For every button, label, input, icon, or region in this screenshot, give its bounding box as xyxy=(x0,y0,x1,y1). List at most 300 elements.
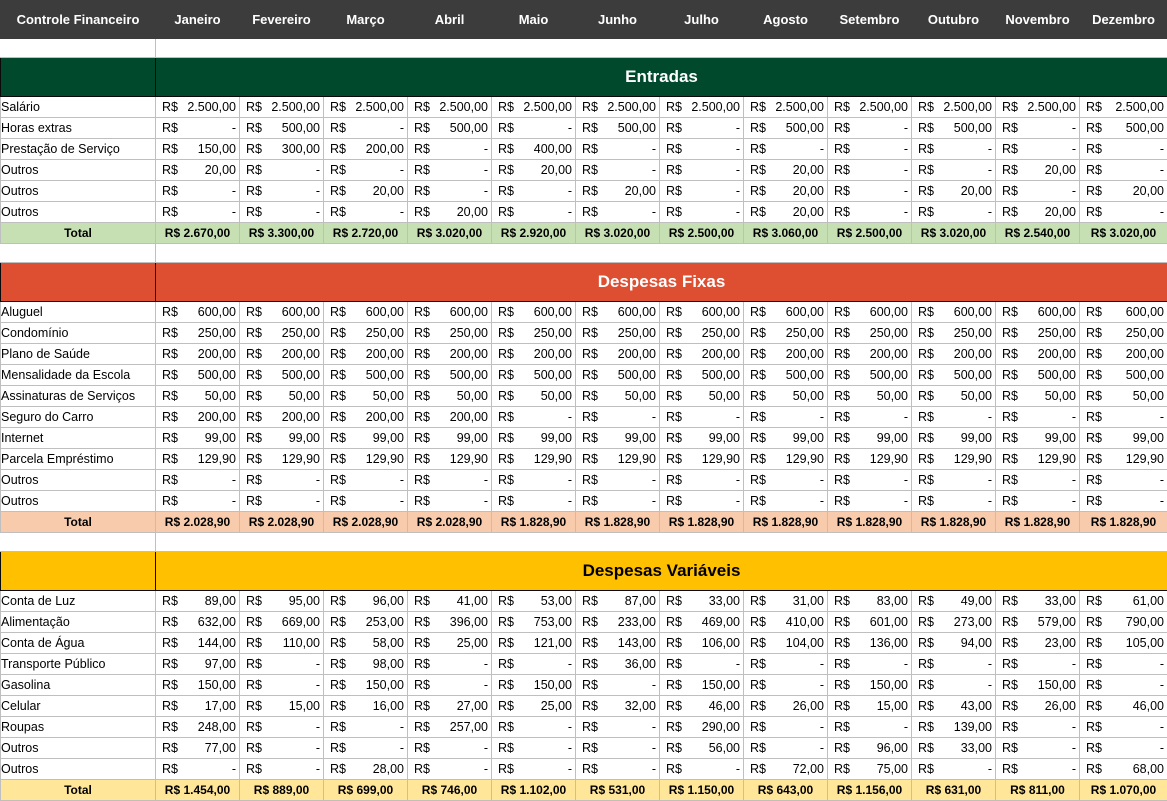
value-cell[interactable] xyxy=(240,118,324,139)
value-cell[interactable] xyxy=(828,386,912,407)
value-cell[interactable] xyxy=(1080,181,1167,202)
empty-cell[interactable] xyxy=(492,533,576,552)
value-cell[interactable] xyxy=(240,428,324,449)
value-cell[interactable] xyxy=(744,759,828,780)
empty-cell[interactable] xyxy=(492,39,576,58)
value-cell[interactable] xyxy=(324,202,408,223)
value-cell[interactable] xyxy=(492,428,576,449)
value-cell[interactable] xyxy=(744,365,828,386)
value-cell[interactable] xyxy=(492,470,576,491)
month-header[interactable]: Novembro xyxy=(996,1,1080,39)
row-label[interactable]: Plano de Saúde xyxy=(1,344,156,365)
value-cell[interactable] xyxy=(408,591,492,612)
total-cell[interactable] xyxy=(1080,512,1167,533)
value-cell[interactable] xyxy=(156,449,240,470)
value-cell[interactable] xyxy=(996,717,1080,738)
value-cell[interactable] xyxy=(1080,97,1167,118)
value-cell[interactable] xyxy=(492,202,576,223)
value-cell[interactable] xyxy=(576,181,660,202)
value-cell[interactable] xyxy=(240,759,324,780)
value-cell[interactable] xyxy=(576,717,660,738)
total-cell[interactable] xyxy=(744,223,828,244)
row-label[interactable]: Outros xyxy=(1,491,156,512)
value-cell[interactable] xyxy=(744,591,828,612)
value-cell[interactable] xyxy=(660,449,744,470)
value-cell[interactable] xyxy=(576,344,660,365)
value-cell[interactable] xyxy=(408,717,492,738)
value-cell[interactable] xyxy=(1080,428,1167,449)
value-cell[interactable] xyxy=(912,633,996,654)
value-cell[interactable] xyxy=(408,202,492,223)
value-cell[interactable] xyxy=(828,139,912,160)
value-cell[interactable] xyxy=(996,696,1080,717)
value-cell[interactable] xyxy=(240,139,324,160)
row-label[interactable]: Outros xyxy=(1,202,156,223)
value-cell[interactable] xyxy=(408,181,492,202)
value-cell[interactable] xyxy=(408,491,492,512)
total-cell[interactable] xyxy=(492,512,576,533)
value-cell[interactable] xyxy=(492,407,576,428)
value-cell[interactable] xyxy=(156,759,240,780)
value-cell[interactable] xyxy=(912,591,996,612)
value-cell[interactable] xyxy=(1080,612,1167,633)
value-cell[interactable] xyxy=(996,139,1080,160)
empty-cell[interactable] xyxy=(408,533,492,552)
value-cell[interactable] xyxy=(912,759,996,780)
row-label[interactable]: Outros xyxy=(1,160,156,181)
value-cell[interactable] xyxy=(660,181,744,202)
value-cell[interactable] xyxy=(912,449,996,470)
value-cell[interactable] xyxy=(828,97,912,118)
value-cell[interactable] xyxy=(1080,344,1167,365)
value-cell[interactable] xyxy=(156,633,240,654)
value-cell[interactable] xyxy=(912,738,996,759)
value-cell[interactable] xyxy=(324,759,408,780)
value-cell[interactable] xyxy=(912,470,996,491)
value-cell[interactable] xyxy=(996,407,1080,428)
value-cell[interactable] xyxy=(156,654,240,675)
total-label[interactable]: Total xyxy=(1,223,156,244)
value-cell[interactable] xyxy=(324,491,408,512)
value-cell[interactable] xyxy=(828,202,912,223)
value-cell[interactable] xyxy=(912,654,996,675)
value-cell[interactable] xyxy=(576,160,660,181)
value-cell[interactable] xyxy=(828,344,912,365)
value-cell[interactable] xyxy=(240,386,324,407)
row-label[interactable]: Outros xyxy=(1,759,156,780)
value-cell[interactable] xyxy=(660,302,744,323)
total-cell[interactable] xyxy=(156,223,240,244)
value-cell[interactable] xyxy=(828,470,912,491)
value-cell[interactable] xyxy=(744,491,828,512)
total-label[interactable]: Total xyxy=(1,780,156,801)
empty-cell[interactable] xyxy=(408,39,492,58)
value-cell[interactable] xyxy=(408,97,492,118)
empty-cell[interactable] xyxy=(492,244,576,263)
value-cell[interactable] xyxy=(996,323,1080,344)
total-cell[interactable] xyxy=(324,223,408,244)
value-cell[interactable] xyxy=(996,633,1080,654)
total-cell[interactable] xyxy=(156,512,240,533)
value-cell[interactable] xyxy=(492,97,576,118)
value-cell[interactable] xyxy=(660,202,744,223)
value-cell[interactable] xyxy=(324,139,408,160)
value-cell[interactable] xyxy=(576,97,660,118)
value-cell[interactable] xyxy=(240,612,324,633)
value-cell[interactable] xyxy=(744,675,828,696)
row-label[interactable]: Conta de Água xyxy=(1,633,156,654)
value-cell[interactable] xyxy=(156,160,240,181)
empty-cell[interactable] xyxy=(324,244,408,263)
total-cell[interactable] xyxy=(408,223,492,244)
value-cell[interactable] xyxy=(1080,591,1167,612)
value-cell[interactable] xyxy=(996,118,1080,139)
value-cell[interactable] xyxy=(240,717,324,738)
value-cell[interactable] xyxy=(492,302,576,323)
value-cell[interactable] xyxy=(660,591,744,612)
value-cell[interactable] xyxy=(240,449,324,470)
value-cell[interactable] xyxy=(156,591,240,612)
value-cell[interactable] xyxy=(492,323,576,344)
section-title[interactable]: Entradas xyxy=(156,58,1167,97)
value-cell[interactable] xyxy=(156,738,240,759)
row-label[interactable]: Gasolina xyxy=(1,675,156,696)
value-cell[interactable] xyxy=(492,612,576,633)
value-cell[interactable] xyxy=(1080,470,1167,491)
value-cell[interactable] xyxy=(408,344,492,365)
value-cell[interactable] xyxy=(828,365,912,386)
value-cell[interactable] xyxy=(660,675,744,696)
value-cell[interactable] xyxy=(324,407,408,428)
value-cell[interactable] xyxy=(660,759,744,780)
empty-cell[interactable] xyxy=(1,39,156,58)
value-cell[interactable] xyxy=(1080,449,1167,470)
value-cell[interactable] xyxy=(744,449,828,470)
row-label[interactable]: Outros xyxy=(1,181,156,202)
empty-cell[interactable] xyxy=(660,244,744,263)
value-cell[interactable] xyxy=(156,675,240,696)
total-cell[interactable] xyxy=(912,512,996,533)
value-cell[interactable] xyxy=(996,591,1080,612)
value-cell[interactable] xyxy=(156,407,240,428)
total-cell[interactable] xyxy=(744,512,828,533)
empty-cell[interactable] xyxy=(912,533,996,552)
value-cell[interactable] xyxy=(912,491,996,512)
empty-cell[interactable] xyxy=(744,39,828,58)
value-cell[interactable] xyxy=(576,591,660,612)
value-cell[interactable] xyxy=(828,428,912,449)
value-cell[interactable] xyxy=(1080,738,1167,759)
value-cell[interactable] xyxy=(1080,654,1167,675)
value-cell[interactable] xyxy=(240,491,324,512)
value-cell[interactable] xyxy=(408,449,492,470)
value-cell[interactable] xyxy=(240,365,324,386)
empty-cell[interactable] xyxy=(240,244,324,263)
row-label[interactable]: Prestação de Serviço xyxy=(1,139,156,160)
value-cell[interactable] xyxy=(912,139,996,160)
value-cell[interactable] xyxy=(240,181,324,202)
value-cell[interactable] xyxy=(576,675,660,696)
month-header[interactable]: Julho xyxy=(660,1,744,39)
value-cell[interactable] xyxy=(492,675,576,696)
value-cell[interactable] xyxy=(156,386,240,407)
empty-cell[interactable] xyxy=(156,244,240,263)
value-cell[interactable] xyxy=(576,696,660,717)
month-header[interactable]: Junho xyxy=(576,1,660,39)
row-label[interactable]: Alimentação xyxy=(1,612,156,633)
empty-cell[interactable] xyxy=(660,39,744,58)
value-cell[interactable] xyxy=(744,97,828,118)
row-label[interactable]: Condomínio xyxy=(1,323,156,344)
value-cell[interactable] xyxy=(156,696,240,717)
value-cell[interactable] xyxy=(912,323,996,344)
value-cell[interactable] xyxy=(744,344,828,365)
value-cell[interactable] xyxy=(912,344,996,365)
value-cell[interactable] xyxy=(408,654,492,675)
value-cell[interactable] xyxy=(660,428,744,449)
value-cell[interactable] xyxy=(240,591,324,612)
value-cell[interactable] xyxy=(1080,491,1167,512)
value-cell[interactable] xyxy=(324,633,408,654)
value-cell[interactable] xyxy=(828,302,912,323)
value-cell[interactable] xyxy=(156,717,240,738)
value-cell[interactable] xyxy=(996,386,1080,407)
empty-cell[interactable] xyxy=(324,39,408,58)
value-cell[interactable] xyxy=(828,612,912,633)
value-cell[interactable] xyxy=(828,323,912,344)
value-cell[interactable] xyxy=(240,302,324,323)
value-cell[interactable] xyxy=(660,633,744,654)
value-cell[interactable] xyxy=(1080,407,1167,428)
value-cell[interactable] xyxy=(660,407,744,428)
value-cell[interactable] xyxy=(240,202,324,223)
value-cell[interactable] xyxy=(408,386,492,407)
value-cell[interactable] xyxy=(744,696,828,717)
value-cell[interactable] xyxy=(156,302,240,323)
row-label[interactable]: Outros xyxy=(1,470,156,491)
value-cell[interactable] xyxy=(576,470,660,491)
value-cell[interactable] xyxy=(576,202,660,223)
value-cell[interactable] xyxy=(744,407,828,428)
value-cell[interactable] xyxy=(240,97,324,118)
value-cell[interactable] xyxy=(576,302,660,323)
value-cell[interactable] xyxy=(156,323,240,344)
value-cell[interactable] xyxy=(1080,118,1167,139)
value-cell[interactable] xyxy=(912,118,996,139)
empty-cell[interactable] xyxy=(828,39,912,58)
value-cell[interactable] xyxy=(492,654,576,675)
row-label[interactable]: Transporte Público xyxy=(1,654,156,675)
value-cell[interactable] xyxy=(912,612,996,633)
value-cell[interactable] xyxy=(1080,386,1167,407)
row-label[interactable]: Celular xyxy=(1,696,156,717)
value-cell[interactable] xyxy=(660,654,744,675)
empty-cell[interactable] xyxy=(660,533,744,552)
value-cell[interactable] xyxy=(492,491,576,512)
value-cell[interactable] xyxy=(324,118,408,139)
value-cell[interactable] xyxy=(996,302,1080,323)
value-cell[interactable] xyxy=(912,97,996,118)
value-cell[interactable] xyxy=(828,118,912,139)
value-cell[interactable] xyxy=(324,302,408,323)
value-cell[interactable] xyxy=(408,118,492,139)
value-cell[interactable] xyxy=(576,139,660,160)
value-cell[interactable] xyxy=(660,323,744,344)
value-cell[interactable] xyxy=(324,612,408,633)
row-label[interactable]: Seguro do Carro xyxy=(1,407,156,428)
value-cell[interactable] xyxy=(660,160,744,181)
row-label[interactable]: Roupas xyxy=(1,717,156,738)
value-cell[interactable] xyxy=(660,344,744,365)
value-cell[interactable] xyxy=(660,612,744,633)
empty-cell[interactable] xyxy=(156,39,240,58)
value-cell[interactable] xyxy=(996,202,1080,223)
section-header-label-cell[interactable] xyxy=(1,263,156,302)
value-cell[interactable] xyxy=(996,344,1080,365)
value-cell[interactable] xyxy=(324,654,408,675)
value-cell[interactable] xyxy=(576,365,660,386)
value-cell[interactable] xyxy=(576,386,660,407)
row-label[interactable]: Internet xyxy=(1,428,156,449)
section-title[interactable]: Despesas Fixas xyxy=(156,263,1167,302)
value-cell[interactable] xyxy=(156,118,240,139)
value-cell[interactable] xyxy=(660,386,744,407)
row-label[interactable]: Horas extras xyxy=(1,118,156,139)
value-cell[interactable] xyxy=(492,633,576,654)
section-header-label-cell[interactable] xyxy=(1,58,156,97)
row-label[interactable]: Mensalidade da Escola xyxy=(1,365,156,386)
value-cell[interactable] xyxy=(324,365,408,386)
value-cell[interactable] xyxy=(240,470,324,491)
value-cell[interactable] xyxy=(156,181,240,202)
value-cell[interactable] xyxy=(408,428,492,449)
value-cell[interactable] xyxy=(744,202,828,223)
empty-cell[interactable] xyxy=(576,244,660,263)
value-cell[interactable] xyxy=(576,323,660,344)
empty-cell[interactable] xyxy=(1080,244,1167,263)
value-cell[interactable] xyxy=(828,696,912,717)
value-cell[interactable] xyxy=(744,738,828,759)
value-cell[interactable] xyxy=(996,759,1080,780)
empty-cell[interactable] xyxy=(996,533,1080,552)
value-cell[interactable] xyxy=(240,160,324,181)
value-cell[interactable] xyxy=(156,428,240,449)
empty-cell[interactable] xyxy=(912,244,996,263)
value-cell[interactable] xyxy=(912,428,996,449)
value-cell[interactable] xyxy=(744,386,828,407)
empty-cell[interactable] xyxy=(996,244,1080,263)
value-cell[interactable] xyxy=(996,738,1080,759)
value-cell[interactable] xyxy=(660,365,744,386)
total-cell[interactable] xyxy=(576,512,660,533)
month-header[interactable]: Março xyxy=(324,1,408,39)
value-cell[interactable] xyxy=(156,344,240,365)
value-cell[interactable] xyxy=(1080,323,1167,344)
value-cell[interactable] xyxy=(576,428,660,449)
empty-cell[interactable] xyxy=(324,533,408,552)
empty-cell[interactable] xyxy=(156,533,240,552)
value-cell[interactable] xyxy=(576,407,660,428)
value-cell[interactable] xyxy=(156,97,240,118)
value-cell[interactable] xyxy=(996,449,1080,470)
value-cell[interactable] xyxy=(660,491,744,512)
value-cell[interactable] xyxy=(324,738,408,759)
value-cell[interactable] xyxy=(576,738,660,759)
value-cell[interactable] xyxy=(492,591,576,612)
value-cell[interactable] xyxy=(576,118,660,139)
value-cell[interactable] xyxy=(996,181,1080,202)
value-cell[interactable] xyxy=(744,470,828,491)
empty-cell[interactable] xyxy=(1,244,156,263)
value-cell[interactable] xyxy=(996,654,1080,675)
value-cell[interactable] xyxy=(324,675,408,696)
value-cell[interactable] xyxy=(492,738,576,759)
value-cell[interactable] xyxy=(240,633,324,654)
value-cell[interactable] xyxy=(828,759,912,780)
row-label[interactable]: Conta de Luz xyxy=(1,591,156,612)
value-cell[interactable] xyxy=(912,407,996,428)
header-title[interactable]: Controle Financeiro xyxy=(1,1,156,39)
value-cell[interactable] xyxy=(744,717,828,738)
value-cell[interactable] xyxy=(1080,160,1167,181)
value-cell[interactable] xyxy=(408,139,492,160)
value-cell[interactable] xyxy=(156,202,240,223)
value-cell[interactable] xyxy=(408,407,492,428)
total-cell[interactable] xyxy=(408,512,492,533)
value-cell[interactable] xyxy=(408,160,492,181)
value-cell[interactable] xyxy=(576,491,660,512)
value-cell[interactable] xyxy=(156,470,240,491)
value-cell[interactable] xyxy=(240,696,324,717)
value-cell[interactable] xyxy=(912,202,996,223)
value-cell[interactable] xyxy=(408,612,492,633)
section-title[interactable]: Despesas Variáveis xyxy=(156,552,1167,591)
value-cell[interactable] xyxy=(324,591,408,612)
empty-cell[interactable] xyxy=(996,39,1080,58)
total-cell[interactable] xyxy=(324,512,408,533)
value-cell[interactable] xyxy=(576,759,660,780)
total-cell[interactable] xyxy=(912,223,996,244)
value-cell[interactable] xyxy=(240,675,324,696)
value-cell[interactable] xyxy=(912,160,996,181)
value-cell[interactable] xyxy=(1080,202,1167,223)
value-cell[interactable] xyxy=(828,591,912,612)
empty-cell[interactable] xyxy=(240,533,324,552)
total-cell[interactable] xyxy=(996,223,1080,244)
total-cell[interactable] xyxy=(828,512,912,533)
row-label[interactable]: Assinaturas de Serviços xyxy=(1,386,156,407)
total-cell[interactable] xyxy=(660,223,744,244)
value-cell[interactable] xyxy=(324,181,408,202)
value-cell[interactable] xyxy=(744,181,828,202)
empty-cell[interactable] xyxy=(576,39,660,58)
value-cell[interactable] xyxy=(912,302,996,323)
value-cell[interactable] xyxy=(408,323,492,344)
value-cell[interactable] xyxy=(324,449,408,470)
value-cell[interactable] xyxy=(912,675,996,696)
value-cell[interactable] xyxy=(912,717,996,738)
empty-cell[interactable] xyxy=(828,244,912,263)
value-cell[interactable] xyxy=(996,160,1080,181)
total-cell[interactable] xyxy=(1080,223,1167,244)
value-cell[interactable] xyxy=(1080,302,1167,323)
value-cell[interactable] xyxy=(828,654,912,675)
empty-cell[interactable] xyxy=(408,244,492,263)
total-cell[interactable] xyxy=(660,512,744,533)
month-header[interactable]: Fevereiro xyxy=(240,1,324,39)
value-cell[interactable] xyxy=(240,344,324,365)
value-cell[interactable] xyxy=(1080,696,1167,717)
